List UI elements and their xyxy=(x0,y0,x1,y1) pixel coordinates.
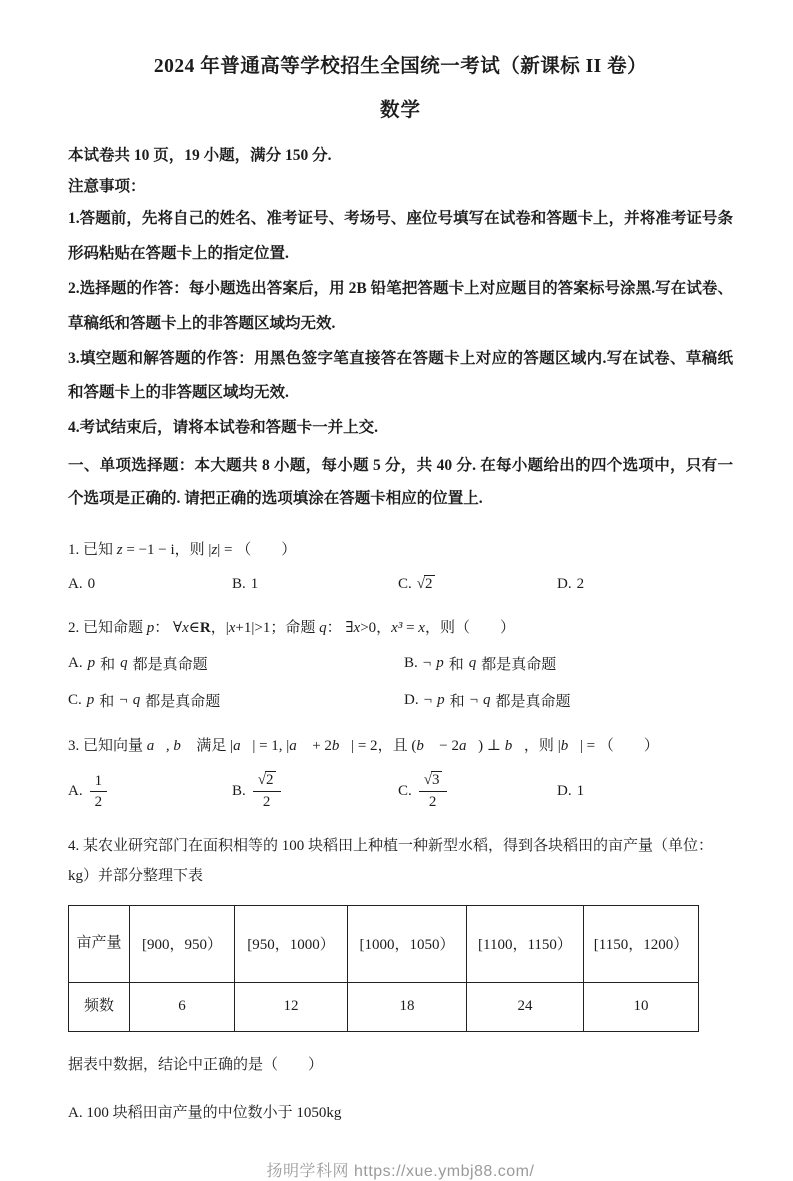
math-run: b⃗ xyxy=(416,738,436,755)
fraction-denominator xyxy=(429,792,437,811)
text-run: 都是真命题 xyxy=(132,657,208,674)
option-label: B. xyxy=(232,575,246,592)
option-label: A. xyxy=(68,575,83,592)
math-run: ∃ xyxy=(345,620,354,637)
notice-item-2: 2.选择题的作答：每小题选出答案后，用 2B 铅笔把答题卡上对应题目的答案标号涂黑.写在试卷、草稿纸和答题卡上的非答题区域均无效. xyxy=(68,279,733,332)
math-run: 1 xyxy=(94,772,103,789)
option-item xyxy=(68,690,404,711)
option-label: A. xyxy=(68,782,83,799)
math-run: q xyxy=(319,620,327,637)
range-cell: [900，950） xyxy=(130,905,235,982)
footer-watermark: 扬明学科网 https://xue.ymbj88.com/ xyxy=(266,1162,535,1180)
math-run: | = xyxy=(579,738,599,755)
freq-cell: 18 xyxy=(348,982,467,1031)
fraction xyxy=(419,771,447,810)
math-run: p xyxy=(437,692,445,709)
notice-item-3: 3.填空题和解答题的作答：用黑色签字笔直接答在答题卡上对应的答题区域内.写在试卷、草稿纸和答题卡上的非答题区域均无效. xyxy=(68,349,733,402)
options-row xyxy=(68,771,733,810)
range-cell: [1150，1200） xyxy=(584,905,699,982)
math-run: x xyxy=(353,620,361,637)
text-run: （ ） xyxy=(598,738,659,755)
math-run: q xyxy=(483,692,491,709)
math-run: ∈ xyxy=(188,620,200,637)
sqrt-expression xyxy=(417,575,435,593)
notice-heading: 注意事项： xyxy=(68,178,146,195)
text-run: 和 xyxy=(448,657,464,674)
text-run: 1. 已知 xyxy=(68,542,117,559)
math-run: a⃗ xyxy=(458,738,479,755)
option-label: C. xyxy=(398,575,412,592)
math-run: p xyxy=(146,620,155,637)
question-stem xyxy=(68,613,733,643)
math-run: | = 2 xyxy=(351,738,378,755)
math-run: a⃗ xyxy=(289,738,309,755)
option-label: B. xyxy=(404,655,418,672)
table-header-row xyxy=(69,905,699,982)
yield-table xyxy=(68,905,699,1032)
questions xyxy=(68,535,733,891)
math-run: +1|>1 xyxy=(235,620,271,637)
math-run: q xyxy=(120,655,128,672)
table-header-label: 亩产量 xyxy=(69,905,130,982)
text-run: （ ） xyxy=(236,542,297,559)
math-run: 1 xyxy=(576,782,585,799)
option-label: D. xyxy=(557,782,572,799)
text-run: 都是真命题 xyxy=(145,694,221,711)
sqrt-expression xyxy=(424,771,442,789)
radicand: 2 xyxy=(425,576,433,593)
paper-info: 本试卷共 10 页，19 小题，满分 150 分. xyxy=(68,147,332,164)
math-run: q xyxy=(468,655,477,672)
math-run: z xyxy=(116,542,123,559)
math-run: >0 xyxy=(360,620,377,637)
fraction-denominator xyxy=(95,792,103,811)
math-run: + 2 xyxy=(308,738,332,755)
math-run: a⃗, b⃗ xyxy=(146,738,193,755)
text-run: ，则（ ） xyxy=(424,620,515,637)
math-run: 2 xyxy=(262,793,271,810)
subject-title: 数学 xyxy=(379,100,421,121)
text-run: 和 xyxy=(449,694,465,711)
math-run: q xyxy=(132,692,141,709)
math-run: | xyxy=(225,620,229,637)
radical-sign: √ xyxy=(416,576,425,593)
math-run: | = 1, | xyxy=(252,738,290,755)
option-item xyxy=(68,576,232,593)
notice-item-1: 1.答题前，先将自己的姓名、准考证号、考场号、座位号填写在试卷和答题卡上，并将准考证号条形码粘贴在答题卡上的指定位置. xyxy=(68,210,733,262)
math-run: ¬ xyxy=(422,655,432,672)
text-run: ： xyxy=(326,620,346,637)
q4-option-a: A. 100 块稻田亩产量的中位数小于 1050kg xyxy=(68,1104,342,1121)
text-run: ，则 xyxy=(523,738,558,755)
option-label: C. xyxy=(68,692,82,709)
math-run: x xyxy=(228,620,236,637)
math-run: a⃗ xyxy=(233,738,253,755)
text-run: 都是真命题 xyxy=(495,694,571,711)
text-run: ： xyxy=(154,620,174,637)
fraction xyxy=(90,772,108,811)
option-item xyxy=(232,576,398,593)
option-item xyxy=(232,771,398,810)
notices xyxy=(68,202,733,446)
math-run: p xyxy=(436,655,444,672)
text-run: 都是真命题 xyxy=(481,657,557,674)
math-run: | xyxy=(208,542,212,559)
notice-item-4: 4.考试结束后，请将本试卷和答题卡一并上交. xyxy=(68,419,379,437)
question-stem xyxy=(68,731,733,761)
math-run: p xyxy=(87,655,96,672)
math-run: 2 xyxy=(428,793,437,810)
after-table-text: 据表中数据，结论中正确的是（ ） xyxy=(68,1056,324,1073)
text-run: ， xyxy=(376,620,392,637)
text-run: 3. 已知向量 xyxy=(68,738,147,755)
radicand: 2 xyxy=(266,772,274,789)
option-item xyxy=(398,771,557,810)
option-item xyxy=(398,575,557,593)
fraction xyxy=(253,771,281,810)
math-run: b⃗ xyxy=(560,738,580,755)
math-run: 2 xyxy=(94,793,103,810)
text-run: 和 xyxy=(100,657,116,674)
math-run: ¬ xyxy=(119,692,128,709)
freq-cell: 24 xyxy=(467,982,584,1031)
freq-cell: 12 xyxy=(235,982,348,1031)
option-item xyxy=(557,576,733,593)
radical-sign: √ xyxy=(423,772,432,789)
question-stem xyxy=(68,831,733,891)
math-run: b⃗ xyxy=(504,738,524,755)
math-run: − 2 xyxy=(435,738,459,755)
option-item xyxy=(68,772,232,811)
option-label: B. xyxy=(232,782,246,799)
range-cell: [950，1000） xyxy=(235,905,348,982)
question-block-4 xyxy=(68,831,733,891)
sqrt-expression xyxy=(258,771,276,789)
math-run: 1 xyxy=(250,575,259,592)
math-run: x³ xyxy=(391,620,403,637)
math-run: 0 xyxy=(87,575,96,592)
math-run: ( xyxy=(411,738,417,755)
freq-cell: 6 xyxy=(130,982,235,1031)
fraction-numerator xyxy=(419,771,447,791)
math-run: | xyxy=(557,738,561,755)
option-item xyxy=(68,653,404,674)
options-row xyxy=(68,575,733,593)
math-run: x xyxy=(418,620,425,637)
question-stem xyxy=(68,535,733,565)
text-run: ，且 xyxy=(377,738,412,755)
table-freq-row xyxy=(69,982,699,1031)
math-run: p xyxy=(86,692,95,709)
section-heading: 一、单项选择题：本大题共 8 小题，每小题 5 分，共 40 分. 在每小题给出的四个选项中，只有一个选项是正确的. 请把正确的选项填涂在答题卡相应的位置上. xyxy=(68,457,733,507)
math-run: b⃗ xyxy=(331,738,352,755)
text-run: ；命题 xyxy=(270,620,320,637)
range-cell: [1100，1150） xyxy=(467,905,584,982)
math-run: z xyxy=(211,542,218,559)
text-run: 和 xyxy=(99,694,115,711)
math-run: = −1 − i xyxy=(122,542,175,559)
range-cell: [1000，1050） xyxy=(348,905,467,982)
option-label: D. xyxy=(404,692,419,709)
freq-cell: 10 xyxy=(584,982,699,1031)
radicand: 3 xyxy=(432,772,440,789)
text-run: 2. 已知命题 xyxy=(68,620,147,637)
math-run: ¬ xyxy=(423,692,433,709)
math-run: | xyxy=(230,738,234,755)
option-item xyxy=(557,783,733,800)
math-run: ¬ xyxy=(469,692,479,709)
question-block-2 xyxy=(68,613,733,711)
options-row xyxy=(68,653,733,711)
option-item xyxy=(404,690,733,711)
option-label: C. xyxy=(398,782,412,799)
text-run: ， xyxy=(210,620,226,637)
radical-sign: √ xyxy=(257,772,266,789)
option-label: A. xyxy=(68,655,83,672)
table-freq-label: 频数 xyxy=(69,982,130,1031)
fraction-numerator xyxy=(253,771,281,791)
math-run: ) ⊥ xyxy=(478,738,505,755)
math-run: | = xyxy=(217,542,237,559)
text-run: 4. 某农业研究部门在面积相等的 100 块稻田上种植一种新型水稻，得到各块稻田的亩产量（单位：kg）并部分整理下表 xyxy=(68,837,714,884)
fraction-numerator xyxy=(90,772,108,792)
math-run: R xyxy=(199,620,211,637)
question-block-3 xyxy=(68,731,733,810)
math-run: 2 xyxy=(576,575,585,592)
math-run: x xyxy=(182,620,189,637)
text-run: 满足 xyxy=(192,738,231,755)
text-run: ，则 xyxy=(174,542,209,559)
option-item xyxy=(404,653,733,674)
fraction-denominator xyxy=(263,792,271,811)
math-run: ∀ xyxy=(173,620,183,637)
page-title: 2024 年普通高等学校招生全国统一考试（新课标 II 卷） xyxy=(153,56,648,77)
math-run: = xyxy=(402,620,419,637)
option-label: D. xyxy=(557,575,572,592)
question-block-1 xyxy=(68,535,733,593)
